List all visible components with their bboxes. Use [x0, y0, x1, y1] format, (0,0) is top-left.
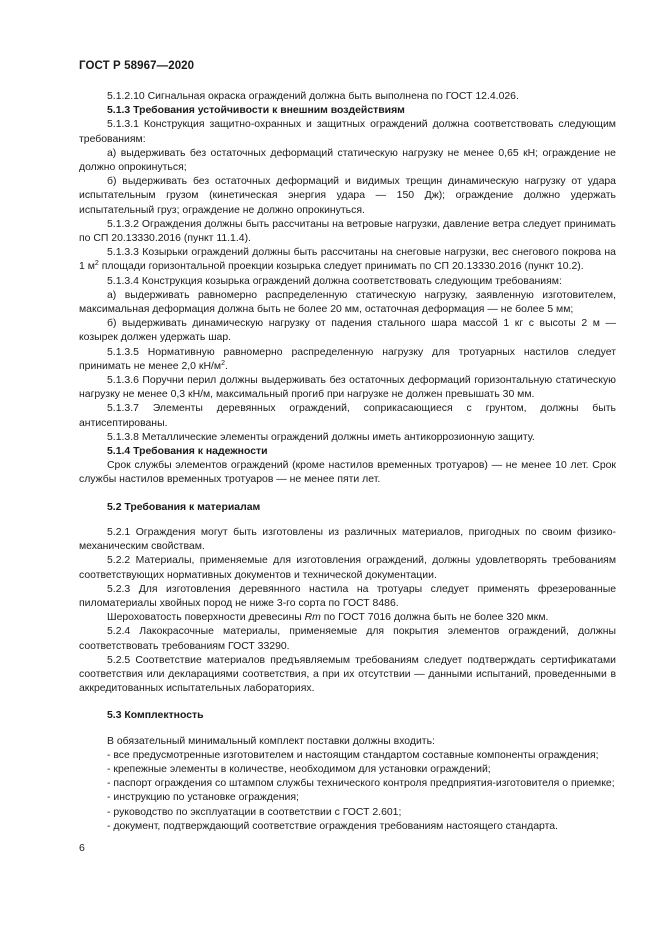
- paragraph-5-2-3: 5.2.3 Для изготовления деревянного настила на тротуары следует применять фрезерованные пиломатериалы хвойных пород не ниже 3-го сорта по ГОСТ 8486.: [79, 583, 616, 609]
- paragraph-5-1-3-2: 5.1.3.2 Ограждения должны быть рассчитаны на ветровые нагрузки, давление ветра следует принимать по СП 20.13330.2016 (пункт 11.1.4).: [79, 218, 616, 245]
- paragraph-5-1-3-1: 5.1.3.1 Конструкция защитно-охранных и защитных ограждений должна соответствовать следующим требованиям:: [79, 119, 616, 145]
- paragraph-5-1-3-8: 5.1.3.8 Металлические элементы ограждений должны иметь антикоррозионную защиту.: [107, 431, 535, 443]
- kit-list-item: - инструкцию по установке ограждения;: [107, 792, 299, 804]
- paragraph-roughness: [79, 611, 616, 625]
- kit-list-item: - паспорт ограждения со штампом службы технического контроля предприятия-изготовителя о приемке;: [107, 778, 615, 790]
- section-heading-5-2: 5.2 Требования к материалам: [107, 501, 261, 513]
- list-item-a: а) выдерживать равномерно распределенную статическую нагрузку, заявленную изготовителем, максимальная деформация должна быть не более 20 мм, остаточная деформация — не более 5 мм;: [79, 289, 616, 316]
- text-fragment: 5.1.3.5 Нормативную равномерно распределенную нагрузку для тротуарных настилов следует принимать не менее 2,0 кН/м: [79, 346, 616, 372]
- text-fragment: по ГОСТ 7016 должна быть не более 320 мкм.: [320, 612, 549, 624]
- kit-list-item: - крепежные элементы в количестве, необходимом для установки ограждений;: [107, 763, 491, 775]
- text-fragment: .: [224, 360, 228, 372]
- kit-list-item: - все предусмотренные изготовителем и настоящим стандартом составные компоненты ограждения;: [107, 749, 599, 761]
- text-fragment: 5.1.3.3 Козырьки ограждений должны быть рассчитаны на снеговые нагрузки, вес снегового покрова на 1 м: [79, 247, 616, 273]
- list-item-b: б) выдерживать динамическую нагрузку от падения стального шара массой 1 кг с высоты 2 м — козырек должен удержать шар.: [79, 318, 616, 344]
- text-fragment: площади горизонтальной проекции козырька следует принимать по СП 20.13330.2016 (пункт 10.2).: [98, 261, 584, 273]
- paragraph-kit-intro: В обязательный минимальный комплект поставки должны входить:: [107, 735, 435, 747]
- text-fragment: Шероховатость поверхности древесины: [107, 612, 305, 624]
- superscript: 2: [94, 260, 99, 268]
- document-header: ГОСТ Р 58967—2020: [79, 60, 195, 72]
- paragraph-5-2-1: 5.2.1 Ограждения могут быть изготовлены из различных материалов, пригодных по своим физико-механическим свойствам.: [79, 526, 616, 553]
- paragraph-5-1-3-5: [79, 346, 616, 374]
- paragraph-5-2-2: 5.2.2 Материалы, применяемые для изготовления ограждений, должны удовлетворять требованиям соответствующих нормативных документов и технической документации.: [79, 555, 616, 581]
- paragraph-5-2-4: 5.2.4 Лакокрасочные материалы, применяемые для покрытия элементов ограждений, должны соответствовать требованиям ГОСТ 33290.: [79, 626, 616, 652]
- subsection-heading-5-1-3: 5.1.3 Требования устойчивости к внешним воздействиям: [107, 105, 405, 117]
- paragraph-5-1-3-3: [79, 246, 616, 274]
- page-number: 6: [79, 842, 85, 854]
- paragraph-5-1-3-6: 5.1.3.6 Поручни перил должны выдерживать без остаточных деформаций горизонтальную статическую нагрузку не менее 0,3 кН/м, максимальный прогиб при нагрузке не должен превышать 30 мм.: [79, 375, 616, 401]
- kit-list-item: - руководство по эксплуатации в соответствии с ГОСТ 2.601;: [107, 806, 402, 818]
- paragraph-5-1-2-10: 5.1.2.10 Сигнальная окраска ограждений должна быть выполнена по ГОСТ 12.4.026.: [107, 91, 519, 102]
- italic-symbol: Rm: [304, 612, 321, 624]
- list-item-a: а) выдерживать без остаточных деформаций статическую нагрузку не менее 0,65 кН; ограждение не должно опрокинуться;: [79, 147, 616, 174]
- paragraph-service-life: Срок службы элементов ограждений (кроме настилов временных тротуаров) — не менее 10 лет. Срок службы настилов временных тротуаров — не менее пяти лет.: [79, 460, 616, 486]
- paragraph-5-1-3-4: 5.1.3.4 Конструкция козырька ограждений должна соответствовать следующим требованиям:: [107, 275, 562, 287]
- section-heading-5-3: 5.3 Комплектность: [107, 710, 204, 722]
- paragraph-5-2-5: 5.2.5 Соответствие материалов предъявляемым требованиям следует подтверждать сертификатами соответствия или декларациями соответствия, а при их отсутствии — данными испытаний, проведенными в аккредитованных испытательных лабораториях.: [79, 654, 616, 695]
- kit-list-item: - документ, подтверждающий соответствие ограждения требованиям настоящего стандарта.: [107, 820, 558, 832]
- paragraph-5-1-3-7: 5.1.3.7 Элементы деревянных ограждений, соприкасающиеся с грунтом, должны быть антисептированы.: [79, 403, 616, 429]
- document-body: [79, 90, 616, 834]
- subsection-heading-5-1-4: 5.1.4 Требования к надежности: [107, 446, 268, 458]
- list-item-b: б) выдерживать без остаточных деформаций и видимых трещин динамическую нагрузку от удара испытательным грузом (кинетическая энергия удара — 150 Дж); ограждение должно удержать испытательный груз; ограждение не должно опрокинуться.: [79, 176, 616, 216]
- superscript: 2: [221, 359, 225, 367]
